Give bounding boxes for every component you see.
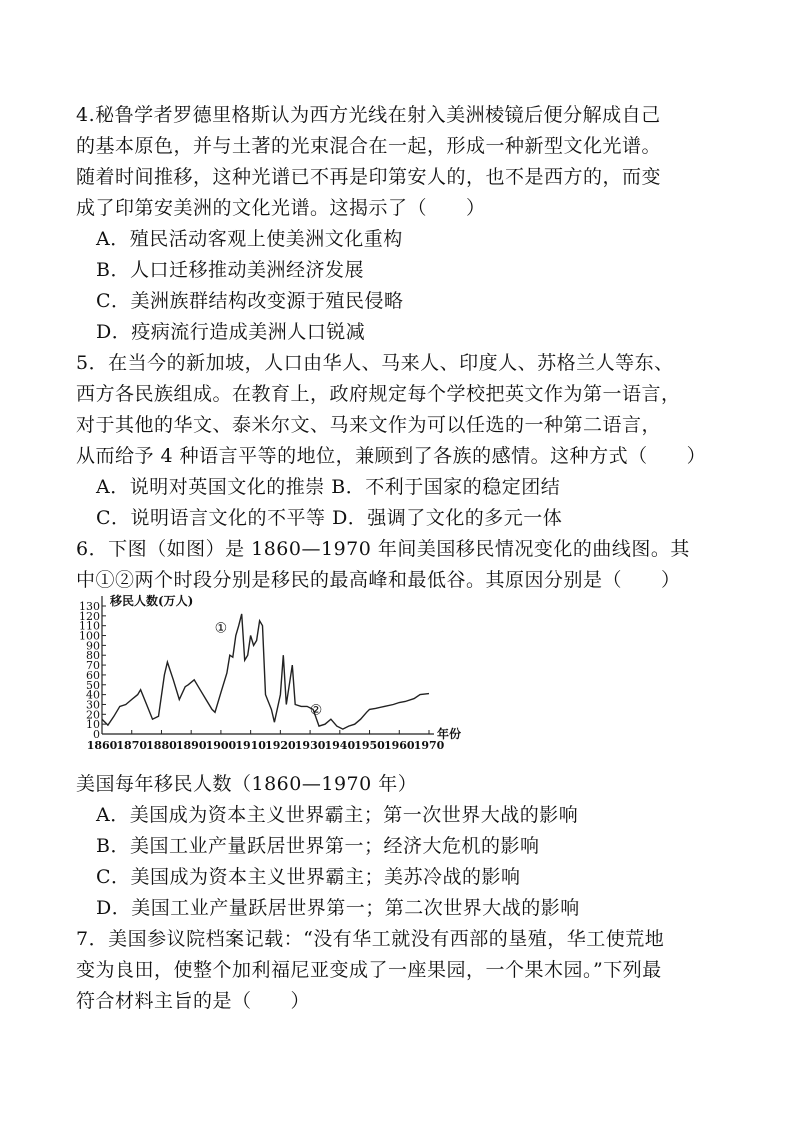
y-tick-label: 20 bbox=[86, 708, 100, 722]
y-tick-label: 40 bbox=[86, 688, 100, 702]
q5-options-cd[interactable]: C．说明语言文化的不平等 D．强调了文化的多元一体 bbox=[96, 507, 563, 529]
immigration-series-line bbox=[102, 614, 429, 729]
y-tick-label: 120 bbox=[79, 609, 100, 623]
y-tick-label: 100 bbox=[79, 629, 100, 643]
q5-line-1: 5．在当今的新加坡，人口由华人、马来人、印度人、苏格兰人等东、 bbox=[76, 352, 674, 374]
x-tick-label: 1950 bbox=[354, 739, 385, 752]
y-tick-label: 50 bbox=[86, 678, 100, 692]
q4-line-2: 的基本原色，并与土著的光束混合在一起，形成一种新型文化光谱。 bbox=[76, 135, 662, 157]
q6-option-d[interactable]: D．美国工业产量跃居世界第一；第二次世界大战的影响 bbox=[96, 897, 580, 919]
q4-option-d[interactable]: D．疫病流行造成美洲人口锐减 bbox=[96, 321, 366, 343]
q5-line-3: 对于其他的华文、泰米尔文、马来文作为可以任选的一种第二语言， bbox=[76, 414, 662, 436]
y-tick-label: 0 bbox=[93, 728, 100, 741]
q6-option-b[interactable]: B．美国工业产量跃居世界第一；经济大危机的影响 bbox=[96, 835, 540, 857]
x-tick-label: 1860 bbox=[86, 739, 118, 752]
q5-options-ab[interactable]: A．说明对英国文化的推崇 B．不利于国家的稳定团结 bbox=[96, 476, 561, 498]
q4-line-4: 成了印第安美洲的文化光谱。这揭示了（ ） bbox=[76, 197, 486, 219]
annotation-1: ① bbox=[214, 620, 228, 637]
q6-option-c[interactable]: C．美国成为资本主义世界霸主；美苏冷战的影响 bbox=[96, 866, 521, 888]
q6-chart-caption: 美国每年移民人数（1860—1970 年） bbox=[76, 773, 418, 795]
y-tick-label: 10 bbox=[86, 718, 100, 732]
q6-line-2: 中①②两个时段分别是移民的最高峰和最低谷。其原因分别是（ ） bbox=[76, 569, 681, 591]
q7-line-1: 7．美国参议院档案记载：“没有华工就没有西部的垦殖，华工使荒地 bbox=[76, 928, 665, 950]
q5-line-2: 西方各民族组成。在教育上，政府规定每个学校把英文作为第一语言， bbox=[76, 383, 681, 405]
y-tick-label: 90 bbox=[86, 639, 100, 653]
y-tick-label: 30 bbox=[86, 698, 100, 712]
x-tick-label: 1900 bbox=[205, 739, 237, 752]
q4-option-a[interactable]: A．殖民活动客观上使美洲文化重构 bbox=[96, 228, 403, 250]
y-tick-label: 130 bbox=[79, 600, 100, 613]
y-tick-label: 60 bbox=[86, 668, 100, 682]
immigration-chart bbox=[79, 591, 482, 757]
q5-line-4: 从而给予 4 种语言平等的地位，兼顾到了各族的感情。这种方式（ ） bbox=[76, 445, 707, 467]
x-tick-label: 1880 bbox=[146, 739, 177, 752]
x-tick-label: 1970 bbox=[413, 739, 445, 752]
x-tick-label: 1870 bbox=[116, 739, 148, 752]
x-tick-label: 1910 bbox=[235, 739, 266, 752]
q6-line-1: 6．下图（如图）是 1860—1970 年间美国移民情况变化的曲线图。其 bbox=[76, 538, 690, 560]
immigration-chart-svg bbox=[79, 591, 482, 757]
annotation-2: ② bbox=[309, 702, 323, 719]
q4-line-1: 4.秘鲁学者罗德里格斯认为西方光线在射入美洲棱镜后便分解成自己 bbox=[76, 104, 661, 126]
x-tick-label: 1920 bbox=[265, 739, 296, 752]
y-tick-label: 70 bbox=[86, 659, 100, 673]
x-axis-label: 年份 bbox=[437, 727, 462, 741]
q7-line-3: 符合材料主旨的是（ ） bbox=[76, 990, 311, 1012]
x-tick-label: 1930 bbox=[294, 739, 326, 752]
y-axis-label: 移民人数(万人) bbox=[110, 594, 194, 608]
q4-option-b[interactable]: B．人口迁移推动美洲经济发展 bbox=[96, 259, 364, 281]
x-tick-label: 1890 bbox=[175, 739, 207, 752]
q4-option-c[interactable]: C．美洲族群结构改变源于殖民侵略 bbox=[96, 290, 404, 312]
y-tick-label: 110 bbox=[79, 619, 100, 633]
y-tick-label: 80 bbox=[86, 649, 100, 663]
q4-line-3: 随着时间推移，这种光谱已不再是印第安人的，也不是西方的，而变 bbox=[76, 166, 662, 188]
q6-option-a[interactable]: A．美国成为资本主义世界霸主；第一次世界大战的影响 bbox=[96, 804, 579, 826]
x-tick-label: 1960 bbox=[383, 739, 415, 752]
x-tick-label: 1940 bbox=[324, 739, 356, 752]
q7-line-2: 变为良田，使整个加利福尼亚变成了一座果园，一个果木园。”下列最 bbox=[76, 959, 662, 981]
